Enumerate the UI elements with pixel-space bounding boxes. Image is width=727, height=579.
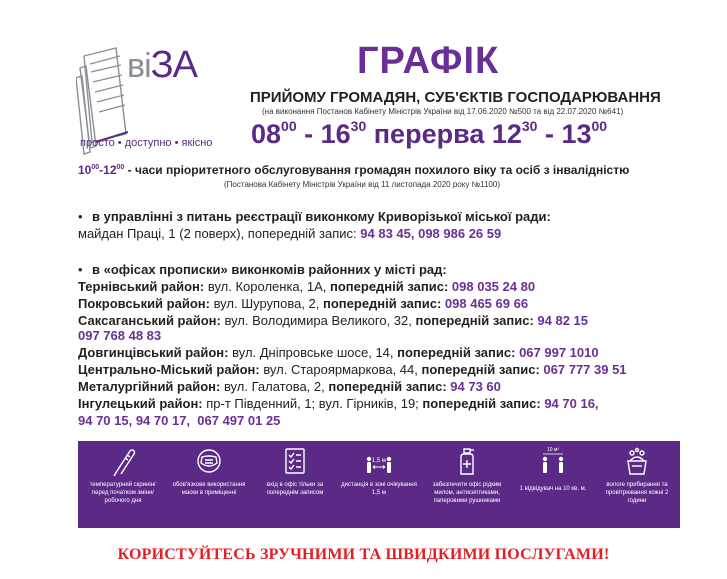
logo-tagline: просто • доступно • якісно [80, 137, 213, 149]
priority-from-minutes: 00 [91, 164, 100, 171]
district-address: вул. Шурупова, 2, [209, 296, 323, 311]
checklist-icon [280, 445, 310, 479]
thermometer-icon [108, 445, 138, 479]
district-phones: 94 82 15 [537, 313, 589, 328]
priority-to-hour: 12 [103, 163, 117, 177]
safety-rule-caption: вхід в офіс тільки за попереднім записом [266, 482, 324, 496]
break-label: перерва [366, 119, 492, 149]
management-title: в управлінні з питань реєстрації виконкому Криворізької міської ради: [92, 209, 551, 224]
safety-rule-caption: забезпечити офіс рідким милом, антисептиками, паперовими рушниками [432, 482, 502, 504]
safety-rule-appointment [256, 445, 334, 497]
district-phones-continued [78, 413, 280, 429]
district-phones: 94 70 16, [544, 396, 599, 411]
safety-rule-caption: вологе прибирання та провітрювання кожні 2 години [605, 482, 669, 504]
district-address: вул. Дніпровське шосе, 14, [228, 345, 398, 360]
district-name: Інгулецький район: [78, 396, 203, 411]
bullet: • [78, 209, 83, 224]
management-address: майдан Праці, 1 (2 поверх), попередній запис: [78, 226, 361, 241]
sanitizer-icon [452, 445, 482, 479]
district-address: пр-т Південний, 1; вул. Гірників, 19; [202, 396, 423, 411]
break-end-hour: 13 [561, 119, 592, 149]
district-row [78, 379, 501, 395]
offices-title: в «офісах прописки» виконкомів районних у місті рад: [92, 262, 447, 277]
safety-rule-temperature [84, 445, 162, 505]
priority-to-minutes: 00 [116, 164, 125, 171]
district-address: вул. Короленка, 1А, [204, 279, 330, 294]
page-subtitle: ПРИЙОМУ ГРОМАДЯН, СУБ'ЄКТІВ ГОСПОДАРЮВАННЯ [250, 89, 661, 106]
district-name: Покровський район: [78, 296, 210, 311]
priority-from-hour: 10 [78, 163, 92, 177]
decree-note: (на виконання Постанов Кабінету Міністрів України від 17.06.2020 №500 та від 22.07.2020 №641) [262, 107, 624, 116]
priority-decree-note: (Постанова Кабінету Міністрів України від 11 листопада 2020 року №1100) [224, 180, 500, 189]
district-name: Саксаганський район: [78, 313, 221, 328]
area-label: 10 м² [546, 447, 560, 453]
mask-icon [194, 445, 224, 479]
open-minutes: 00 [281, 118, 297, 134]
district-address: вул. Галатова, 2, [220, 379, 329, 394]
district-row [78, 279, 535, 295]
district-name: Довгинцівський район: [78, 345, 229, 360]
close-minutes: 30 [350, 118, 367, 134]
safety-rule-distance [340, 445, 418, 497]
district-phones: 067 777 39 51 [543, 362, 627, 377]
district-phones-continued [78, 328, 161, 344]
booking-label: попередній запис: [421, 362, 540, 377]
priority-hours [78, 163, 629, 177]
safety-rule-cleaning [598, 445, 676, 505]
offices-heading [78, 262, 447, 278]
distance-label: 1,5 м [371, 458, 387, 464]
district-phones: 098 035 24 80 [451, 279, 536, 294]
management-phones: 94 83 45, 098 986 26 59 [360, 226, 502, 241]
district-address: вул. Володимира Великого, 32, [220, 313, 416, 328]
open-hour: 08 [251, 119, 282, 149]
booking-label: попередній запис: [330, 279, 449, 294]
booking-label: попередній запис: [422, 396, 541, 411]
booking-label: попередній запис: [323, 296, 442, 311]
priority-text: - часи пріоритетного обслуговування громадян похилого віку та осіб з інвалідністю [124, 163, 630, 177]
district-row [78, 296, 528, 312]
district-phones: 067 997 1010 [519, 345, 599, 360]
district-phones: 098 465 69 66 [444, 296, 529, 311]
safety-rule-caption: дистанція в зоні очікування 1,5 м [341, 482, 417, 496]
visitor-limit-icon [538, 445, 568, 479]
district-phones: 94 73 60 [450, 379, 501, 394]
district-phones-cont: 94 70 15, 94 70 17, 067 497 01 25 [78, 413, 281, 428]
distance-icon [364, 445, 394, 479]
break-start-hour: 12 [491, 119, 522, 149]
district-phones-cont: 097 768 48 83 [78, 328, 162, 343]
district-name: Тернівський район: [78, 279, 205, 294]
page-title: ГРАФІК [357, 40, 500, 82]
safety-rules-band [78, 441, 680, 528]
priority-separator: - [99, 163, 104, 177]
booking-label: попередній запис: [397, 345, 516, 360]
bullet: • [78, 262, 83, 277]
safety-rule-mask [170, 445, 248, 497]
management-heading [78, 209, 551, 225]
break-start-minutes: 30 [521, 118, 538, 134]
district-row [78, 313, 588, 329]
logo-wordmark [127, 44, 197, 87]
safety-rule-visitor-limit [514, 445, 592, 493]
district-name: Металургійний район: [78, 379, 221, 394]
logo-suffix: ЗА [150, 44, 197, 86]
booking-label: попередній запис: [415, 313, 534, 328]
close-hour: 16 [320, 119, 351, 149]
booking-label: попередній запис: [328, 379, 447, 394]
safety-rule-caption: 1 відвідувач на 10 кв. м. [519, 486, 587, 492]
cleaning-icon [622, 445, 652, 479]
hours-separator: - [296, 119, 321, 149]
working-hours [251, 118, 607, 150]
break-end-minutes: 00 [591, 118, 608, 134]
district-row [78, 396, 599, 412]
safety-rule-sanitizer [428, 445, 506, 505]
break-separator: - [537, 119, 562, 149]
logo-prefix: ві [127, 47, 151, 85]
district-address: вул. Староярмаркова, 44, [259, 362, 422, 377]
footer-slogan: КОРИСТУЙТЕСЬ ЗРУЧНИМИ ТА ШВИДКИМИ ПОСЛУГАМИ! [117, 546, 610, 563]
district-row [78, 345, 599, 361]
district-name: Центрально-Міський район: [78, 362, 260, 377]
safety-rule-caption: температурний скринінг перед початком зміни/робочого дня [89, 482, 157, 504]
management-address-line [78, 226, 501, 242]
safety-rule-caption: обов'язкове використання маски в приміщенні [172, 482, 246, 496]
district-row [78, 362, 627, 378]
